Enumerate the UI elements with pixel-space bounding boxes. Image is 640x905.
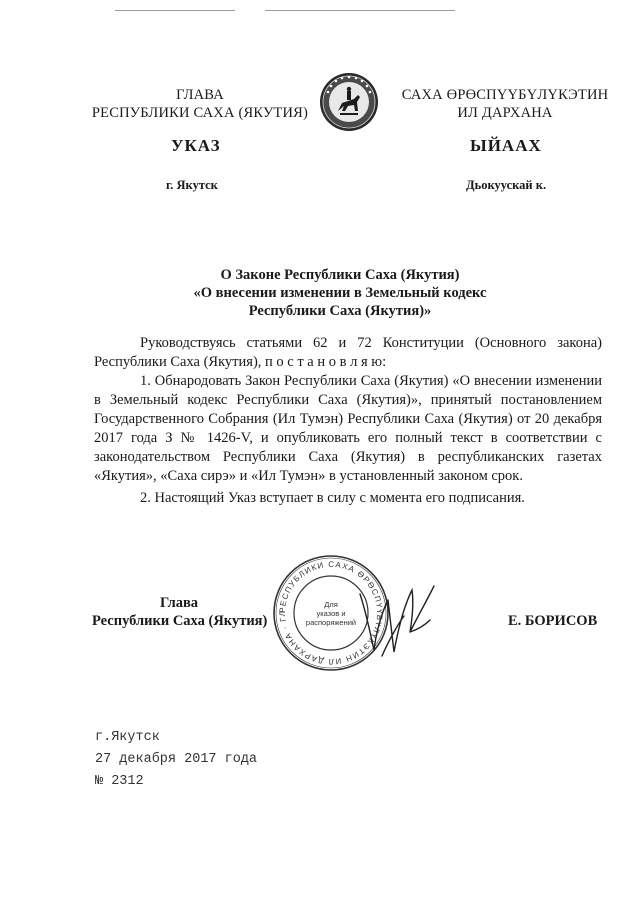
title-line1: О Законе Республики Саха (Якутия) — [220, 267, 460, 283]
city-ru: г. Якутск — [166, 178, 218, 192]
header-right — [385, 86, 625, 122]
header-left-line2: РЕСПУБЛИКИ САХА (ЯКУТИЯ) — [91, 105, 309, 121]
header-left — [80, 86, 320, 122]
signatory-role-line2: Республики Саха (Якутия) — [92, 613, 268, 629]
title-line2: «О внесении изменении в Земельный кодекс — [193, 285, 487, 301]
footer-place: г.Якутск — [95, 730, 160, 745]
signature-scribble-icon — [352, 572, 452, 672]
coat-of-arms-emblem — [318, 71, 380, 133]
scan-artifact — [115, 10, 235, 11]
decree-body — [94, 334, 602, 508]
signatory-role-line1: Глава — [160, 595, 199, 611]
title-line3: Республики Саха (Якутия)» — [248, 303, 432, 319]
stamp-center-line3: распоряжений — [305, 618, 357, 627]
scan-artifact — [265, 10, 455, 11]
city-sakha: Дьокуускай к. — [466, 178, 547, 192]
header-right-line1: САХА ӨРӨСПҮҮБҮЛҮКЭТИН — [401, 87, 609, 103]
handwritten-signature — [352, 572, 452, 672]
stamp-center-line1: Для — [324, 600, 338, 609]
signatory-name: Е. БОРИСОВ — [508, 613, 598, 629]
item-2: 2. Настоящий Указ вступает в силу с момента его подписания. — [140, 490, 525, 506]
stamp-center-line2: указов и — [316, 609, 346, 618]
item-1: 1. Обнародовать Закон Республики Саха (Якутия) «О внесении изменении в Земельный кодекс Республики Саха (Якутия)», принятый постановлением Государственного Собрания (Ил Тумэн) Республики Саха (Якутия) от 20 декабря 2017 года З № 1426-V, и опубликовать его полный текст в соответствии с законодательством Республики Саха (Якутия) в республиканских газетах «Якутия», «Саха сирэ» и «Ил Тумэн» в установленный законом срок. — [94, 373, 602, 484]
footer-date: 27 декабря 2017 года — [95, 752, 258, 767]
footer-number: № 2312 — [95, 774, 144, 789]
header-right-line2: ИЛ ДАРХАНА — [457, 105, 553, 121]
decree-title — [140, 266, 540, 320]
doc-type-ru: УКАЗ — [171, 136, 221, 155]
preamble: Руководствуясь статьями 62 и 72 Конституции (Основного закона) Республики Саха (Якутия), п о с т а н о в л я ю: — [94, 335, 602, 370]
coat-of-arms-icon — [318, 71, 380, 133]
header-left-line1: ГЛАВА — [176, 87, 224, 103]
stamp-ring-text: РЕСПУБЛИКИ САХА ӨРӨСПҮҮБҮЛҮКЭТИН ИЛ ДАРХАНА · ГЛ — [277, 559, 385, 667]
doc-type-sakha: ЫЙААХ — [470, 136, 542, 155]
